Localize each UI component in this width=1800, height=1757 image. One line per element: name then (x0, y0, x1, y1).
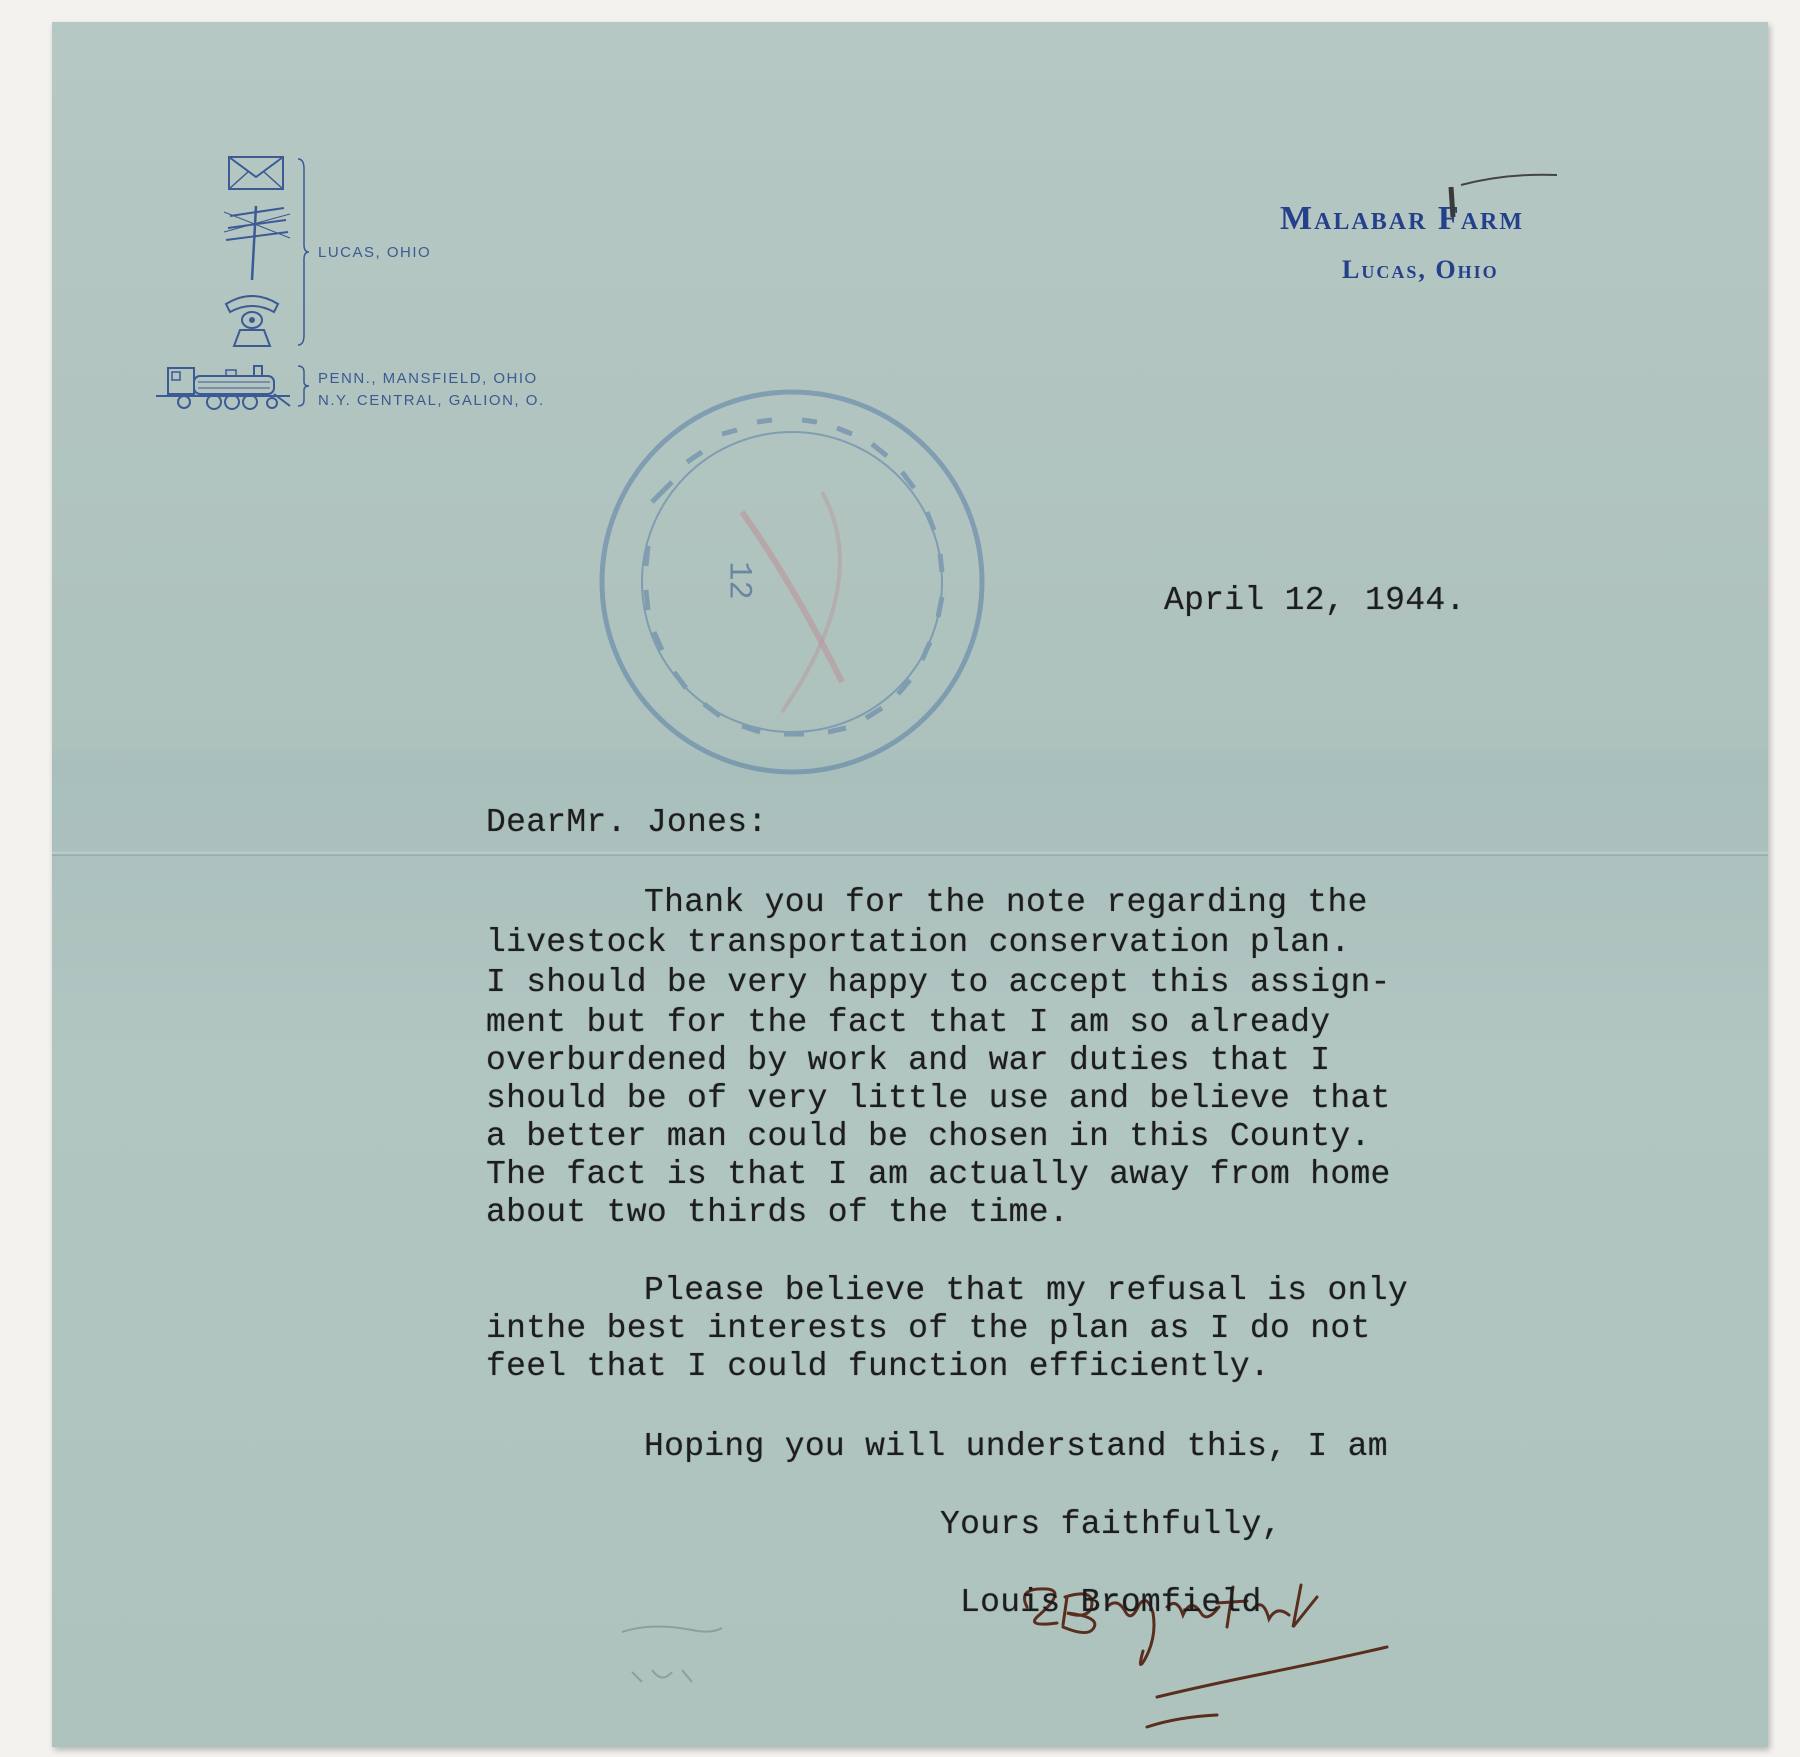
valediction: Yours faithfully, (940, 1506, 1282, 1543)
paragraph-1-line-9: about two thirds of the time. (486, 1194, 1069, 1231)
paragraph-2-line-2: inthe best interests of the plan as I do not (486, 1310, 1371, 1347)
signer-name: Louis Bromfield (960, 1584, 1262, 1621)
paragraph-1-line-4: ment but for the fact that I am so already (486, 1004, 1331, 1041)
brace-rail-group (296, 364, 310, 408)
faint-pencil-note (612, 1612, 732, 1702)
letter-sheet (52, 22, 1768, 1747)
paragraph-1-line-1: Thank you for the note regarding the (644, 884, 1368, 921)
locomotive-icon (154, 362, 294, 410)
telegraph-pole-icon (222, 202, 292, 282)
paragraph-1-line-6: should be of very little use and believe that (486, 1080, 1391, 1117)
salutation: DearMr. Jones: (486, 804, 768, 841)
closing-line: Hoping you will understand this, I am (644, 1428, 1388, 1465)
stamp-day: 12 (720, 561, 758, 600)
brace-mail-group (296, 157, 310, 347)
letterhead-rail-line-1: PENN., MANSFIELD, OHIO (318, 370, 538, 387)
farm-location: Lucas, Ohio (1342, 255, 1499, 284)
received-stamp (592, 382, 992, 782)
paragraph-1-line-8: The fact is that I am actually away from home (486, 1156, 1391, 1193)
pencil-mark (1447, 167, 1567, 227)
envelope-icon (227, 155, 285, 191)
fold-crease (52, 852, 1768, 856)
paragraph-2-line-3: feel that I could function efficiently. (486, 1348, 1271, 1385)
paragraph-1-line-7: a better man could be chosen in this County. (486, 1118, 1371, 1155)
paragraph-2-line-1: Please believe that my refusal is only (644, 1272, 1408, 1309)
letterhead-rail-line-2: N.Y. CENTRAL, GALION, O. (318, 392, 545, 409)
paragraph-1-line-3: I should be very happy to accept this assign- (486, 964, 1391, 1001)
letterhead-mail-location: LUCAS, OHIO (318, 244, 432, 261)
farm-name: Malabar Farm (1280, 200, 1525, 237)
paragraph-1-line-2: livestock transportation conservation plan. (486, 924, 1351, 961)
paragraph-1-line-5: overburdened by work and war duties that I (486, 1042, 1331, 1079)
letter-date: April 12, 1944. (1164, 582, 1466, 619)
telephone-icon (220, 290, 284, 350)
